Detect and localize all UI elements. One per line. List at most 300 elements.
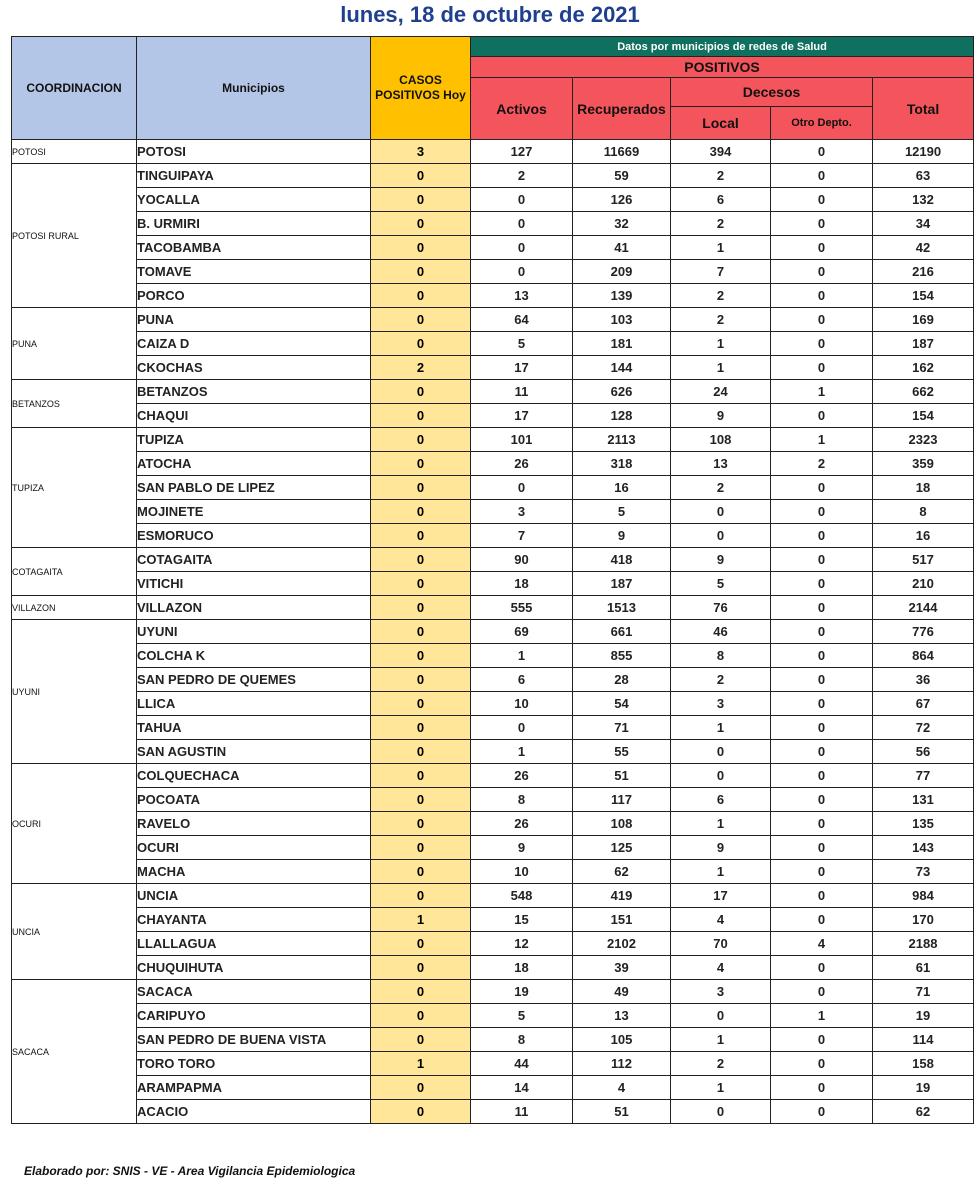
activos-cell: 0: [471, 236, 573, 260]
table-row: [12, 1100, 974, 1124]
table-row: [12, 596, 974, 620]
header-activos: Activos: [471, 78, 573, 140]
local-cell: 76: [671, 596, 771, 620]
otro-depto-cell: 0: [771, 260, 873, 284]
municipio-cell: LLALLAGUA: [137, 932, 371, 956]
activos-cell: 9: [471, 836, 573, 860]
table-row: [12, 764, 974, 788]
recuperados-cell: 32: [573, 212, 671, 236]
local-cell: 4: [671, 908, 771, 932]
activos-cell: 10: [471, 692, 573, 716]
header-casos-hoy: CASOS POSITIVOS Hoy: [371, 37, 471, 140]
otro-depto-cell: 0: [771, 788, 873, 812]
casos-hoy-cell: 0: [371, 548, 471, 572]
recuperados-cell: 41: [573, 236, 671, 260]
total-cell: 135: [873, 812, 974, 836]
municipio-cell: VITICHI: [137, 572, 371, 596]
total-cell: 36: [873, 668, 974, 692]
table-row: [12, 236, 974, 260]
otro-depto-cell: 0: [771, 740, 873, 764]
local-cell: 3: [671, 980, 771, 1004]
table-row: [12, 212, 974, 236]
total-cell: 114: [873, 1028, 974, 1052]
recuperados-cell: 11669: [573, 140, 671, 164]
municipio-cell: PUNA: [137, 308, 371, 332]
recuperados-cell: 181: [573, 332, 671, 356]
casos-hoy-cell: 0: [371, 788, 471, 812]
casos-hoy-cell: 0: [371, 236, 471, 260]
total-cell: 42: [873, 236, 974, 260]
municipio-cell: CHAQUI: [137, 404, 371, 428]
recuperados-cell: 51: [573, 764, 671, 788]
activos-cell: 5: [471, 1004, 573, 1028]
otro-depto-cell: 0: [771, 908, 873, 932]
local-cell: 3: [671, 692, 771, 716]
recuperados-cell: 71: [573, 716, 671, 740]
casos-hoy-cell: 0: [371, 716, 471, 740]
local-cell: 1: [671, 236, 771, 260]
municipio-cell: SACACA: [137, 980, 371, 1004]
casos-hoy-cell: 0: [371, 644, 471, 668]
recuperados-cell: 626: [573, 380, 671, 404]
total-cell: 16: [873, 524, 974, 548]
recuperados-cell: 55: [573, 740, 671, 764]
otro-depto-cell: 0: [771, 356, 873, 380]
casos-hoy-cell: 0: [371, 164, 471, 188]
casos-hoy-cell: 0: [371, 1028, 471, 1052]
local-cell: 2: [671, 212, 771, 236]
municipio-cell: MOJINETE: [137, 500, 371, 524]
activos-cell: 1: [471, 740, 573, 764]
casos-hoy-cell: 0: [371, 1100, 471, 1124]
casos-hoy-cell: 0: [371, 452, 471, 476]
casos-hoy-cell: 0: [371, 692, 471, 716]
recuperados-cell: 5: [573, 500, 671, 524]
table-row: [12, 524, 974, 548]
activos-cell: 10: [471, 860, 573, 884]
table-row: [12, 836, 974, 860]
recuperados-cell: 318: [573, 452, 671, 476]
activos-cell: 0: [471, 476, 573, 500]
activos-cell: 13: [471, 284, 573, 308]
recuperados-cell: 105: [573, 1028, 671, 1052]
table-row: [12, 884, 974, 908]
total-cell: 62: [873, 1100, 974, 1124]
total-cell: 18: [873, 476, 974, 500]
total-cell: 864: [873, 644, 974, 668]
recuperados-cell: 144: [573, 356, 671, 380]
activos-cell: 3: [471, 500, 573, 524]
table-row: [12, 164, 974, 188]
total-cell: 662: [873, 380, 974, 404]
municipio-cell: CARIPUYO: [137, 1004, 371, 1028]
local-cell: 2: [671, 284, 771, 308]
activos-cell: 127: [471, 140, 573, 164]
table-row: [12, 1052, 974, 1076]
recuperados-cell: 49: [573, 980, 671, 1004]
coordinacion-cell: UNCIA: [12, 884, 137, 980]
table-row: [12, 812, 974, 836]
table-row: [12, 548, 974, 572]
local-cell: 1: [671, 1076, 771, 1100]
local-cell: 17: [671, 884, 771, 908]
total-cell: 359: [873, 452, 974, 476]
activos-cell: 18: [471, 572, 573, 596]
total-cell: 187: [873, 332, 974, 356]
municipio-cell: MACHA: [137, 860, 371, 884]
recuperados-cell: 9: [573, 524, 671, 548]
casos-hoy-cell: 0: [371, 428, 471, 452]
municipio-cell: TOMAVE: [137, 260, 371, 284]
municipio-cell: ACACIO: [137, 1100, 371, 1124]
recuperados-cell: 112: [573, 1052, 671, 1076]
casos-hoy-cell: 0: [371, 740, 471, 764]
activos-cell: 6: [471, 668, 573, 692]
casos-hoy-cell: 0: [371, 956, 471, 980]
local-cell: 2: [671, 164, 771, 188]
casos-hoy-cell: 0: [371, 812, 471, 836]
activos-cell: 0: [471, 188, 573, 212]
casos-hoy-cell: 0: [371, 332, 471, 356]
local-cell: 1: [671, 1028, 771, 1052]
header-coordinacion: COORDINACION: [12, 37, 137, 140]
header-otro-depto: Otro Depto.: [771, 107, 873, 140]
activos-cell: 101: [471, 428, 573, 452]
coordinacion-cell: PUNA: [12, 308, 137, 380]
local-cell: 2: [671, 476, 771, 500]
activos-cell: 19: [471, 980, 573, 1004]
activos-cell: 11: [471, 380, 573, 404]
casos-hoy-cell: 0: [371, 476, 471, 500]
table-row: [12, 740, 974, 764]
recuperados-cell: 139: [573, 284, 671, 308]
municipio-cell: POCOATA: [137, 788, 371, 812]
table-row: [12, 140, 974, 164]
activos-cell: 0: [471, 260, 573, 284]
municipio-cell: TINGUIPAYA: [137, 164, 371, 188]
municipio-cell: ESMORUCO: [137, 524, 371, 548]
municipio-cell: UYUNI: [137, 620, 371, 644]
local-cell: 0: [671, 1004, 771, 1028]
municipio-cell: TUPIZA: [137, 428, 371, 452]
coordinacion-cell: BETANZOS: [12, 380, 137, 428]
header-positivos: POSITIVOS: [471, 57, 974, 78]
casos-hoy-cell: 2: [371, 356, 471, 380]
otro-depto-cell: 0: [771, 236, 873, 260]
table-row: [12, 1028, 974, 1052]
casos-hoy-cell: 0: [371, 764, 471, 788]
municipio-cell: ATOCHA: [137, 452, 371, 476]
casos-hoy-cell: 0: [371, 860, 471, 884]
otro-depto-cell: 0: [771, 140, 873, 164]
total-cell: 67: [873, 692, 974, 716]
total-cell: 132: [873, 188, 974, 212]
table-row: [12, 1004, 974, 1028]
recuperados-cell: 51: [573, 1100, 671, 1124]
table-row: [12, 332, 974, 356]
table-body: [12, 140, 974, 1124]
otro-depto-cell: 0: [771, 164, 873, 188]
casos-hoy-cell: 0: [371, 284, 471, 308]
recuperados-cell: 13: [573, 1004, 671, 1028]
casos-hoy-cell: 3: [371, 140, 471, 164]
municipio-cell: YOCALLA: [137, 188, 371, 212]
coordinacion-cell: TUPIZA: [12, 428, 137, 548]
casos-hoy-cell: 0: [371, 596, 471, 620]
casos-hoy-cell: 0: [371, 884, 471, 908]
table-row: [12, 860, 974, 884]
casos-hoy-cell: 0: [371, 500, 471, 524]
local-cell: 9: [671, 404, 771, 428]
total-cell: 71: [873, 980, 974, 1004]
casos-hoy-cell: 0: [371, 572, 471, 596]
recuperados-cell: 661: [573, 620, 671, 644]
total-cell: 19: [873, 1076, 974, 1100]
otro-depto-cell: 0: [771, 836, 873, 860]
total-cell: 73: [873, 860, 974, 884]
local-cell: 1: [671, 332, 771, 356]
casos-hoy-cell: 0: [371, 260, 471, 284]
recuperados-cell: 2102: [573, 932, 671, 956]
activos-cell: 26: [471, 452, 573, 476]
municipio-cell: CHAYANTA: [137, 908, 371, 932]
municipio-cell: UNCIA: [137, 884, 371, 908]
header-decesos: Decesos: [671, 78, 873, 107]
otro-depto-cell: 0: [771, 524, 873, 548]
activos-cell: 17: [471, 404, 573, 428]
otro-depto-cell: 0: [771, 884, 873, 908]
local-cell: 24: [671, 380, 771, 404]
municipio-cell: RAVELO: [137, 812, 371, 836]
recuperados-cell: 128: [573, 404, 671, 428]
local-cell: 4: [671, 956, 771, 980]
total-cell: 158: [873, 1052, 974, 1076]
activos-cell: 7: [471, 524, 573, 548]
table-row: [12, 572, 974, 596]
recuperados-cell: 39: [573, 956, 671, 980]
total-cell: 169: [873, 308, 974, 332]
coordinacion-cell: POTOSI: [12, 140, 137, 164]
activos-cell: 11: [471, 1100, 573, 1124]
otro-depto-cell: 0: [771, 548, 873, 572]
otro-depto-cell: 0: [771, 980, 873, 1004]
total-cell: 61: [873, 956, 974, 980]
table-row: [12, 668, 974, 692]
otro-depto-cell: 0: [771, 476, 873, 500]
total-cell: 517: [873, 548, 974, 572]
header-total: Total: [873, 78, 974, 140]
recuperados-cell: 125: [573, 836, 671, 860]
otro-depto-cell: 0: [771, 956, 873, 980]
total-cell: 2188: [873, 932, 974, 956]
coordinacion-cell: UYUNI: [12, 620, 137, 764]
municipio-cell: COLQUECHACA: [137, 764, 371, 788]
otro-depto-cell: 0: [771, 596, 873, 620]
total-cell: 154: [873, 404, 974, 428]
otro-depto-cell: 0: [771, 692, 873, 716]
total-cell: 8: [873, 500, 974, 524]
activos-cell: 14: [471, 1076, 573, 1100]
recuperados-cell: 108: [573, 812, 671, 836]
table-row: [12, 452, 974, 476]
recuperados-cell: 855: [573, 644, 671, 668]
total-cell: 131: [873, 788, 974, 812]
casos-hoy-cell: 0: [371, 308, 471, 332]
municipio-cell: SAN PABLO DE LIPEZ: [137, 476, 371, 500]
table-row: [12, 908, 974, 932]
otro-depto-cell: 0: [771, 404, 873, 428]
municipio-cell: VILLAZON: [137, 596, 371, 620]
recuperados-cell: 126: [573, 188, 671, 212]
local-cell: 70: [671, 932, 771, 956]
municipio-cell: LLICA: [137, 692, 371, 716]
activos-cell: 1: [471, 644, 573, 668]
local-cell: 394: [671, 140, 771, 164]
local-cell: 2: [671, 1052, 771, 1076]
total-cell: 34: [873, 212, 974, 236]
otro-depto-cell: 4: [771, 932, 873, 956]
local-cell: 2: [671, 668, 771, 692]
casos-hoy-cell: 0: [371, 1076, 471, 1100]
casos-hoy-cell: 1: [371, 908, 471, 932]
recuperados-cell: 103: [573, 308, 671, 332]
activos-cell: 8: [471, 788, 573, 812]
coordinacion-cell: POTOSI RURAL: [12, 164, 137, 308]
local-cell: 1: [671, 860, 771, 884]
recuperados-cell: 54: [573, 692, 671, 716]
local-cell: 0: [671, 1100, 771, 1124]
activos-cell: 69: [471, 620, 573, 644]
table-row: [12, 308, 974, 332]
local-cell: 9: [671, 836, 771, 860]
activos-cell: 0: [471, 716, 573, 740]
otro-depto-cell: 0: [771, 764, 873, 788]
local-cell: 2: [671, 308, 771, 332]
municipio-cell: B. URMIRI: [137, 212, 371, 236]
local-cell: 13: [671, 452, 771, 476]
otro-depto-cell: 0: [771, 308, 873, 332]
footer-credit: Elaborado por: SNIS - VE - Area Vigilancia Epidemiologica: [24, 1164, 356, 1178]
local-cell: 108: [671, 428, 771, 452]
local-cell: 0: [671, 500, 771, 524]
otro-depto-cell: 0: [771, 284, 873, 308]
local-cell: 1: [671, 812, 771, 836]
total-cell: 776: [873, 620, 974, 644]
activos-cell: 90: [471, 548, 573, 572]
table-row: [12, 644, 974, 668]
otro-depto-cell: 0: [771, 500, 873, 524]
local-cell: 8: [671, 644, 771, 668]
total-cell: 143: [873, 836, 974, 860]
municipio-cell: ARAMPAPMA: [137, 1076, 371, 1100]
recuperados-cell: 1513: [573, 596, 671, 620]
otro-depto-cell: 0: [771, 212, 873, 236]
header-local: Local: [671, 107, 771, 140]
casos-hoy-cell: 0: [371, 380, 471, 404]
otro-depto-cell: 0: [771, 860, 873, 884]
municipio-cell: SAN PEDRO DE BUENA VISTA: [137, 1028, 371, 1052]
local-cell: 0: [671, 764, 771, 788]
activos-cell: 0: [471, 212, 573, 236]
coordinacion-cell: SACACA: [12, 980, 137, 1124]
otro-depto-cell: 0: [771, 668, 873, 692]
municipio-cell: COTAGAITA: [137, 548, 371, 572]
recuperados-cell: 209: [573, 260, 671, 284]
otro-depto-cell: 2: [771, 452, 873, 476]
recuperados-cell: 62: [573, 860, 671, 884]
table-row: [12, 380, 974, 404]
local-cell: 1: [671, 356, 771, 380]
total-cell: 56: [873, 740, 974, 764]
casos-hoy-cell: 0: [371, 932, 471, 956]
casos-hoy-cell: 0: [371, 212, 471, 236]
municipio-cell: SAN PEDRO DE QUEMES: [137, 668, 371, 692]
table-row: [12, 476, 974, 500]
recuperados-cell: 151: [573, 908, 671, 932]
total-cell: 63: [873, 164, 974, 188]
cases-table: [11, 36, 974, 1124]
casos-hoy-cell: 0: [371, 620, 471, 644]
casos-hoy-cell: 0: [371, 980, 471, 1004]
casos-hoy-cell: 1: [371, 1052, 471, 1076]
recuperados-cell: 4: [573, 1076, 671, 1100]
total-cell: 154: [873, 284, 974, 308]
casos-hoy-cell: 0: [371, 188, 471, 212]
total-cell: 210: [873, 572, 974, 596]
table-row: [12, 428, 974, 452]
municipio-cell: POTOSI: [137, 140, 371, 164]
activos-cell: 44: [471, 1052, 573, 1076]
coordinacion-cell: COTAGAITA: [12, 548, 137, 596]
table-row: [12, 284, 974, 308]
activos-cell: 2: [471, 164, 573, 188]
casos-hoy-cell: 0: [371, 524, 471, 548]
table-row: [12, 260, 974, 284]
otro-depto-cell: 0: [771, 188, 873, 212]
casos-hoy-cell: 0: [371, 1004, 471, 1028]
header-municipios: Municipios: [137, 37, 371, 140]
table-row: [12, 788, 974, 812]
total-cell: 77: [873, 764, 974, 788]
casos-hoy-cell: 0: [371, 668, 471, 692]
table-row: [12, 980, 974, 1004]
local-cell: 9: [671, 548, 771, 572]
otro-depto-cell: 0: [771, 572, 873, 596]
activos-cell: 26: [471, 812, 573, 836]
local-cell: 46: [671, 620, 771, 644]
municipio-cell: CAIZA D: [137, 332, 371, 356]
otro-depto-cell: 0: [771, 644, 873, 668]
casos-hoy-cell: 0: [371, 836, 471, 860]
activos-cell: 17: [471, 356, 573, 380]
otro-depto-cell: 0: [771, 332, 873, 356]
recuperados-cell: 16: [573, 476, 671, 500]
local-cell: 5: [671, 572, 771, 596]
table-row: [12, 356, 974, 380]
municipio-cell: TACOBAMBA: [137, 236, 371, 260]
municipio-cell: TORO TORO: [137, 1052, 371, 1076]
header-datos-municipios: Datos por municipios de redes de Salud: [471, 37, 974, 57]
recuperados-cell: 418: [573, 548, 671, 572]
total-cell: 12190: [873, 140, 974, 164]
activos-cell: 12: [471, 932, 573, 956]
otro-depto-cell: 0: [771, 716, 873, 740]
activos-cell: 64: [471, 308, 573, 332]
activos-cell: 26: [471, 764, 573, 788]
casos-hoy-cell: 0: [371, 404, 471, 428]
table-row: [12, 692, 974, 716]
activos-cell: 8: [471, 1028, 573, 1052]
